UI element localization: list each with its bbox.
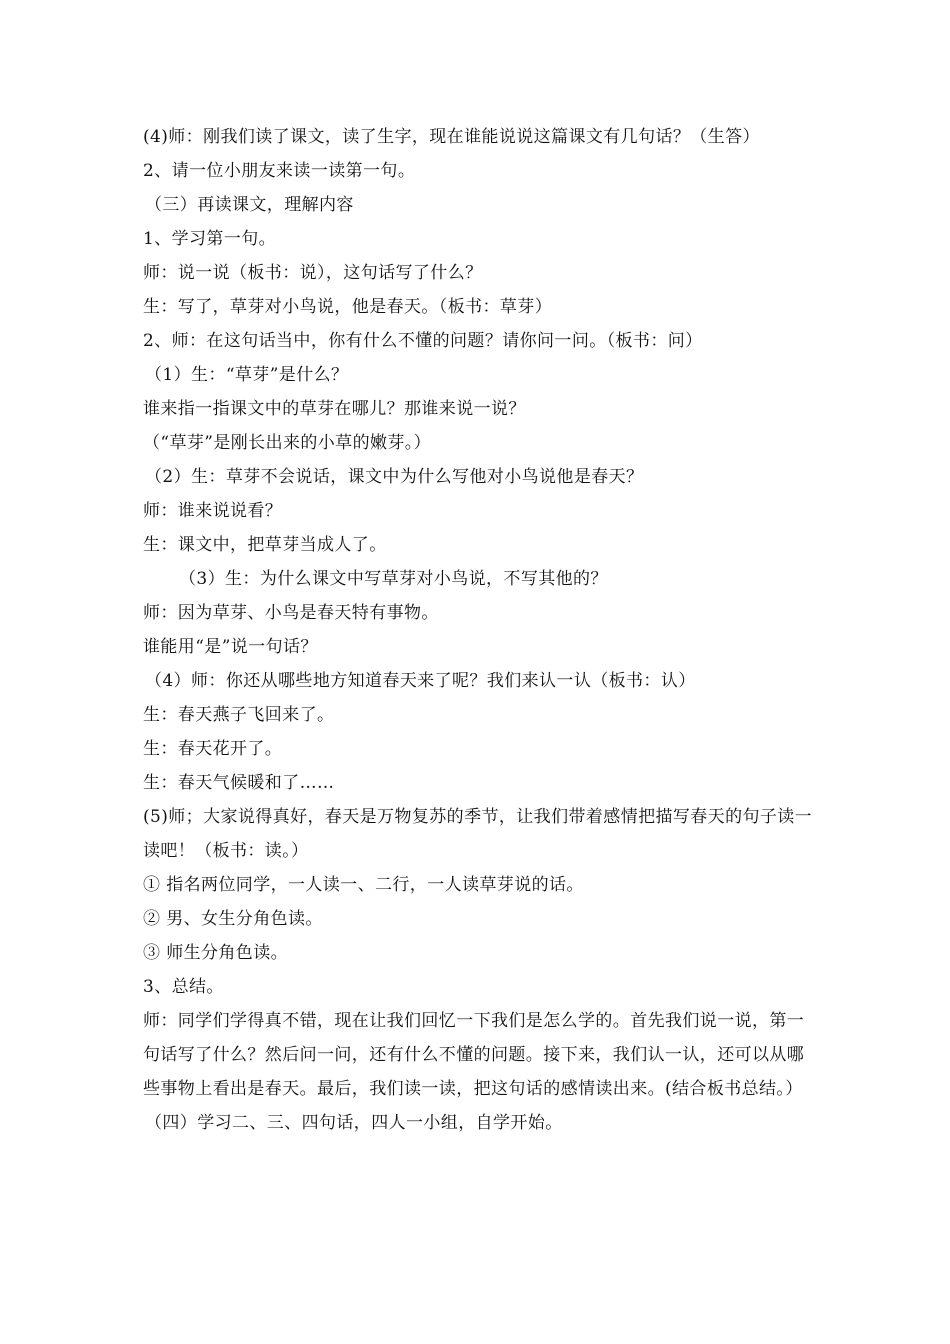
- paragraph-line: （“草芽”是刚长出来的小草的嫩芽。）: [143, 433, 432, 453]
- paragraph-line: 师：因为草芽、小鸟是春天特有事物。: [143, 603, 439, 623]
- paragraph-line: 师：谁来说说看？: [143, 501, 283, 521]
- paragraph-line: 生：春天燕子飞回来了。: [143, 705, 335, 725]
- paragraph-line: 师：说一说（板书：说），这句话写了什么？: [143, 263, 483, 283]
- paragraph-line: 2、请一位小朋友来读一读第一句。: [143, 161, 416, 181]
- paragraph-line: 生：春天气候暖和了……: [143, 773, 335, 793]
- paragraph-line: 2、师：在这句话当中，你有什么不懂的问题？请你问一问。（板书：问）: [143, 331, 703, 351]
- paragraph-line: 生：春天花开了。: [143, 739, 283, 759]
- paragraph-line: 生：写了，草芽对小鸟说，他是春天。（板书：草芽）: [143, 297, 553, 317]
- paragraph-multiline: 师：同学们学得真不错，现在让我们回忆一下我们是怎么学的。首先我们说一说，第一句话写了什么？然后问一问，还有什么不懂的问题。接下来，我们认一认，还可以从哪些事物上看出是春天。最后，我们读一读，把这句话的感情读出来。(结合板书总结。）: [143, 1011, 805, 1099]
- paragraph-line: （4）师：你还从哪些地方知道春天来了呢？我们来认一认（板书：认）: [145, 671, 696, 691]
- section-heading: （三）再读课文，理解内容: [145, 195, 354, 215]
- list-item: ③ 师生分角色读。: [143, 943, 289, 963]
- paragraph-line: 3、总结。: [143, 977, 224, 997]
- paragraph-line: (4)师：刚我们读了课文，读了生字，现在谁能说说这篇课文有几句话？（生答）: [143, 127, 760, 147]
- list-item: ① 指名两位同学，一人读一、二行，一人读草芽说的话。: [143, 875, 584, 895]
- paragraph-line: 谁能用“是”说一句话？: [143, 637, 318, 657]
- document-page: [143, 120, 815, 1140]
- paragraph-multiline: (5)师；大家说得真好，春天是万物复苏的季节，让我们带着感情把描写春天的句子读一读吧！（板书：读。）: [143, 807, 813, 861]
- paragraph-line: 1、学习第一句。: [143, 229, 277, 249]
- section-heading: （四）学习二、三、四句话，四人一小组，自学开始。: [145, 1113, 563, 1133]
- list-item: ② 男、女生分角色读。: [143, 909, 323, 929]
- paragraph-line: 生：课文中，把草芽当成人了。: [143, 535, 387, 555]
- paragraph-line: 谁来指一指课文中的草芽在哪儿？那谁来说一说？: [143, 399, 526, 419]
- paragraph-line: （1）生：“草芽”是什么？: [145, 365, 349, 385]
- paragraph-line: （3）生：为什么课文中写草芽对小鸟说，不写其他的？: [179, 569, 608, 589]
- paragraph-line: （2）生：草芽不会说话，课文中为什么写他对小鸟说他是春天？: [145, 467, 644, 487]
